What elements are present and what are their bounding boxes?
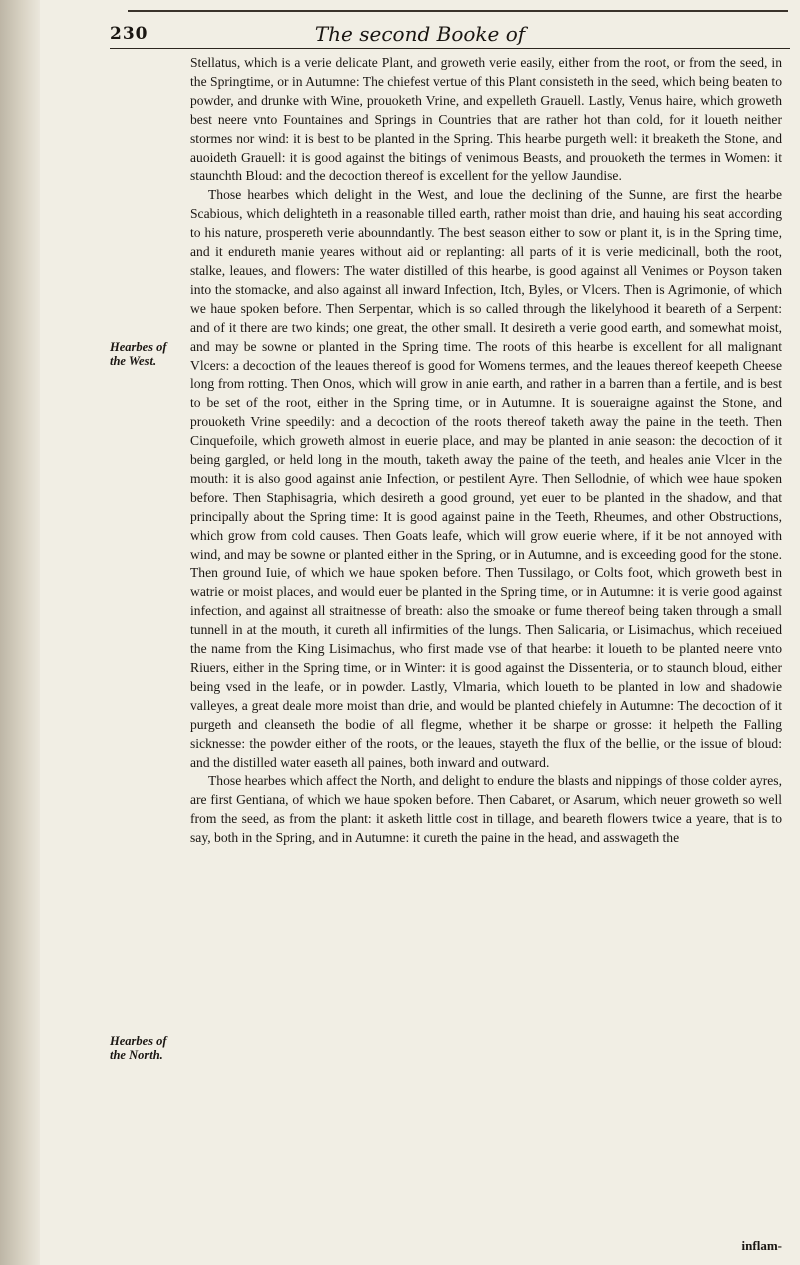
running-head: The second Booke of	[314, 22, 526, 46]
margin-note-north: Hearbes of the North.	[110, 1034, 167, 1062]
page-number: 230	[110, 24, 149, 44]
paragraph-west-hearbes: Those hearbes which delight in the West, and loue the declining of the Sunne, are first the hearbe Scabious, which delighteth in a reasonable tilled earth, rather moist than drie, and hauing his seat according to his nature, prospereth verie abounndantly. The best season either to sow or plant it, is in the Spring time, and it endureth manie yeares without aid or replanting: all parts of it is verie medicinall, both the root, stalke, leaues, and flowers: The water distilled of this hearbe, is good against all Venimes or Poyson taken into the stomacke, and also against all inward Infection, Itch, Byles, or Vlcers. Then is Agrimonie, of which we haue spoken before. Then Serpentar, which is so called through the likelyhood it beareth of a Serpent: and of it there are two kinds; one great, the other small. It desireth a verie good earth, and somewhat moist, and may be sowne or planted in the Spring time. The roots of this hearbe is excellent for all malignant Vlcers: a decoction of the leaues thereof is good for Womens termes, and the leaues thereof keepeth Cheese long from rotting. Then Onos, which will grow in anie earth, and rather in a barren than a fertile, and is best to be set of the root, either in the Spring time, or in Autumne. It is soueraigne against the Stone, and prouoketh Vrine speedily: and a decoction of the roots thereof taketh away the paine in the teeth. Then Cinquefoile, which groweth almost in euerie place, and may be planted in anie season: the decoction of it being gargled, or held long in the mouth, taketh away the paine of the teeth, and heales anie Vlcer in the mouth: it is also good against anie Infection, or pestilent Ayre. Then Sellodnie, of which wee haue spoken before. Then Staphisagria, which desireth a good ground, yet euer to be planted in the shadow, and that principally about the Spring time: It is good against paine in the Teeth, Rheumes, and other Obstructions, which grow from cold causes. Then Goats leafe, which will grow euerie where, if it be not annoyed with wind, and may be sowne or planted either in the Spring, or in Autumne, and is exceeding good for the stone. Then ground Iuie, of which we haue spoken before. Then Tussilago, or Colts foot, which groweth best in watrie or moist places, and would euer be planted in the Spring time, or in Autumne: it is verie good against infection, and against all straitnesse of breath: also the smoake or fume thereof being taken through a small tunnell in at the mouth, it cureth all infirmities of the lungs. Then Salicaria, or Lisimachus, which receiued the name from the King Lisimachus, who first made vse of that hearbe: it loueth to be planted neere vnto Riuers, either in the Spring time, or in Winter: it is good against the Dissenteria, or to staunch bloud, either being vsed in the leafe, or in powder. Lastly, Vlmaria, which loueth to be planted in low and shadowie valleyes, a great deale more moist than drie, and would be planted chiefely in Autumne: The decoction of it purgeth and cleanseth the bodie of all flegme, whether it be sharpe or grosse: it helpeth the Falling sicknesse: the powder either of the roots, or the leaues, stayeth the flux of the bellie, or the issue of bloud: and the distilled water easeth all paines, both inward and outward.	[190, 187, 782, 770]
page-header	[110, 18, 790, 48]
body-text	[190, 54, 782, 848]
header-rule	[110, 48, 790, 49]
paragraph-north-hearbes: Those hearbes which affect the North, and delight to endure the blasts and nippings of those colder ayres, are first Gentiana, of which we haue spoken before. Then Cabaret, or Asarum, which neuer groweth so well from the seed, as from the plant: it asketh little cost in tillage, and beareth flowers twice a yeare, that is to say, both in the Spring, and in Autumne: it cureth the paine in the head, and asswageth the	[190, 773, 782, 846]
book-gutter	[0, 0, 40, 1265]
margin-note-west: Hearbes of the West.	[110, 340, 167, 368]
paragraph-stellatus: Stellatus, which is a verie delicate Plant, and groweth verie easily, either from the root, or from the seed, in the Springtime, or in Autumne: The chiefest vertue of this Plant consisteth in the seed, which being beaten to powder, and drunke with Wine, prouoketh Vrine, and expelleth Grauell. Lastly, Venus haire, which groweth best neere vnto Fountaines and Springs in Countries that are rather hot than cold, for it loueth neither stormes nor wind: it is best to be planted in the Spring. This hearbe purgeth well: it breaketh the Stone, and auoideth Grauell: it is good against the bitings of venimous Beasts, and prouoketh the termes in Women: it staunchth Bloud: and the decoction thereof is excellent for the yellow Jaundise.	[190, 55, 782, 184]
page-top-edge	[128, 10, 788, 12]
catchword: inflam-	[741, 1238, 782, 1253]
